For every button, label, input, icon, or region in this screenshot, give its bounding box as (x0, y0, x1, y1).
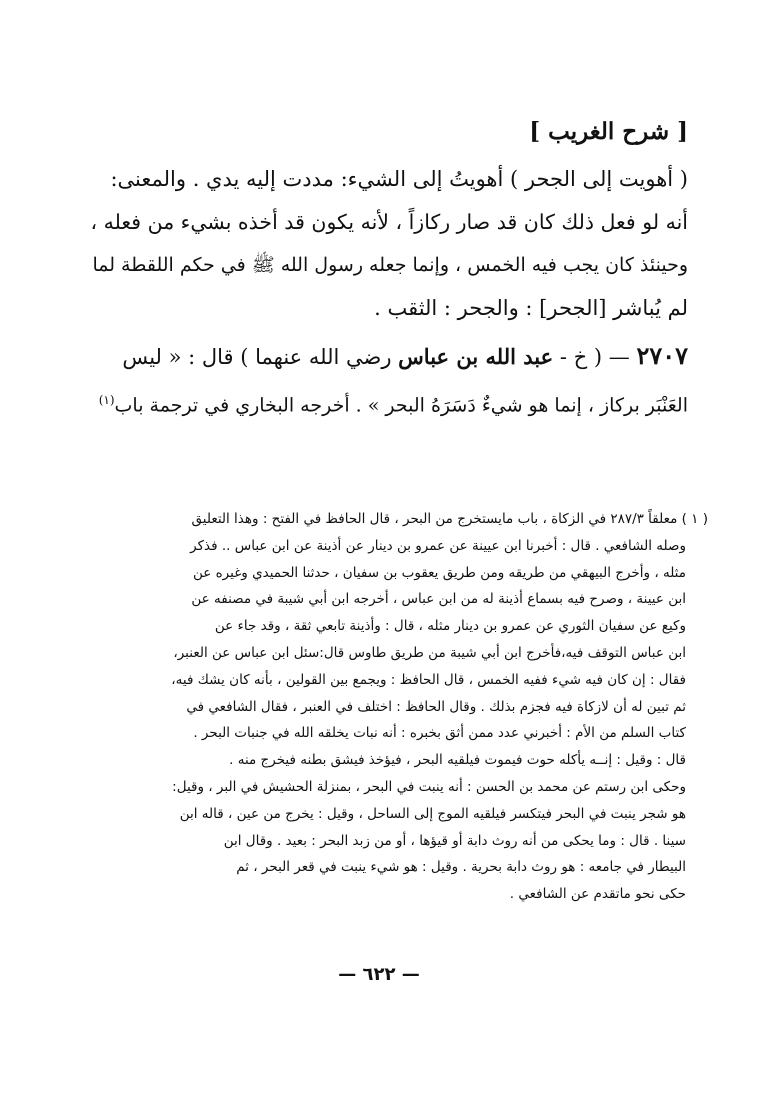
footnote-line: ابن عيينة ، وصرح فيه بسماع أذينة له من ابن عباس ، أخرجه ابن أبي شيبة في مصنفه عن (191, 591, 686, 608)
footnotes (68, 506, 708, 908)
body-line: أنه لو فعل ذلك كان قد صار ركازاً ، لأنه يكون قد أخذه بشيء من فعله ، (90, 210, 688, 234)
footnote-line: البيطار في جامعه : هو روث دابة بحرية . وقيل : هو شيء ينبت في قعر البحر ، ثم (236, 859, 686, 876)
hadith-text: العَنْبَر بركاز ، إنما هو شيءٌ دَسَرَهُ البحر » . أخرجه البخاري في ترجمة باب (114, 394, 688, 417)
footnote-line: وحكى ابن رستم عن محمد بن الحسن : أنه ينبت في البحر ، بمنزلة الحشيش في البر ، وقيل: (172, 778, 686, 795)
hadith-line-1: ٢٧٠٧ — ( خ - عبد الله بن عباس رضي الله عنهما ) قال : « ليس (122, 341, 688, 370)
body-line: ( أهويت إلى الجحر ) أهويتُ إلى الشيء: مددت إليه يدي . والمعنى: (110, 167, 688, 191)
footnote-line: ثم تبين له أن لازكاة فيه فجزم بذلك . وقال الحافظ : اختلف في العنبر ، فقال الشافعي في (186, 698, 686, 715)
hadith-number: ٢٧٠٧ (636, 341, 688, 370)
footnote-line: فقال : إن كان فيه شيء ففيه الخمس ، قال الحافظ : ويجمع بين القولين ، بأنه كان يشك فيه، (171, 671, 686, 688)
footnote-line: ( ١ ) معلقاً ٢٨٧/٣ في الزكاة ، باب مايستخرج من البحر ، قال الحافظ في الفتح : وهذا التعليق (191, 511, 708, 527)
footnote-line: وكيع عن سفيان الثوري عن عمرو بن دينار مثله ، قال : وأذينة تابعي ثقة ، وقد جاء عن (214, 618, 686, 635)
footnote-line: سينا . قال : وما يحكى من أنه روث دابة أو قيؤها ، أو من زبد البحر : بعيد . وقال ابن (223, 832, 686, 849)
body-line: وحينئذ كان يجب فيه الخمس ، وإنما جعله رسول الله ﷺ في حكم اللقطة لما (92, 254, 688, 276)
hadith-code: ( خ - (559, 345, 603, 369)
footnote-line: ابن عباس التوقف فيه،فأخرج ابن أبي شيبة من طريق طاوس قال:سئل ابن عباس عن العنبر، (173, 644, 686, 661)
footnote-line: قال : وقيل : إنــه يأكله حوت فيموت فيلقيه البحر ، فيؤخذ فيشق بطنه فيخرج منه . (229, 752, 686, 769)
hadith-narrator: عبد الله بن عباس (398, 344, 554, 369)
footnote-reference: (١) (98, 393, 115, 407)
hadith-after-narrator: رضي الله عنهما ) قال : « ليس (122, 345, 392, 369)
section-heading: [ شرح الغريب ] (529, 118, 688, 145)
footnote-line: كتاب السلم من الأم : أخبرني عدد ممن أثق بخبره : أنه نبات يخلقه الله في جنبات البحر . (193, 725, 686, 742)
body-line: لم يُباشر [الجحر] : والجحر : الثقب . (374, 296, 688, 320)
footnote-line: حكى نحو ماتقدم عن الشافعي . (509, 886, 686, 903)
page-number: — ٦٢٢ — (338, 964, 420, 985)
footnote-line: مثله ، وأخرج البيهقي من طريقه ومن طريق يعقوب بن سفيان ، حدثنا الحميدي وغيره عن (192, 564, 686, 581)
footnote-line: وصله الشافعي . قال : أخبرنا ابن عيينة عن عمرو بن دينار عن أذينة عن ابن عباس .. فذكر (190, 537, 686, 554)
main-text (88, 110, 688, 427)
hadith-line-2 (88, 379, 688, 427)
footnote-line: هو شجر ينبت في البحر فيتكسر فيلقيه الموج إلى الساحل ، وقيل : يخرج من عين ، قاله ابن (179, 805, 686, 822)
